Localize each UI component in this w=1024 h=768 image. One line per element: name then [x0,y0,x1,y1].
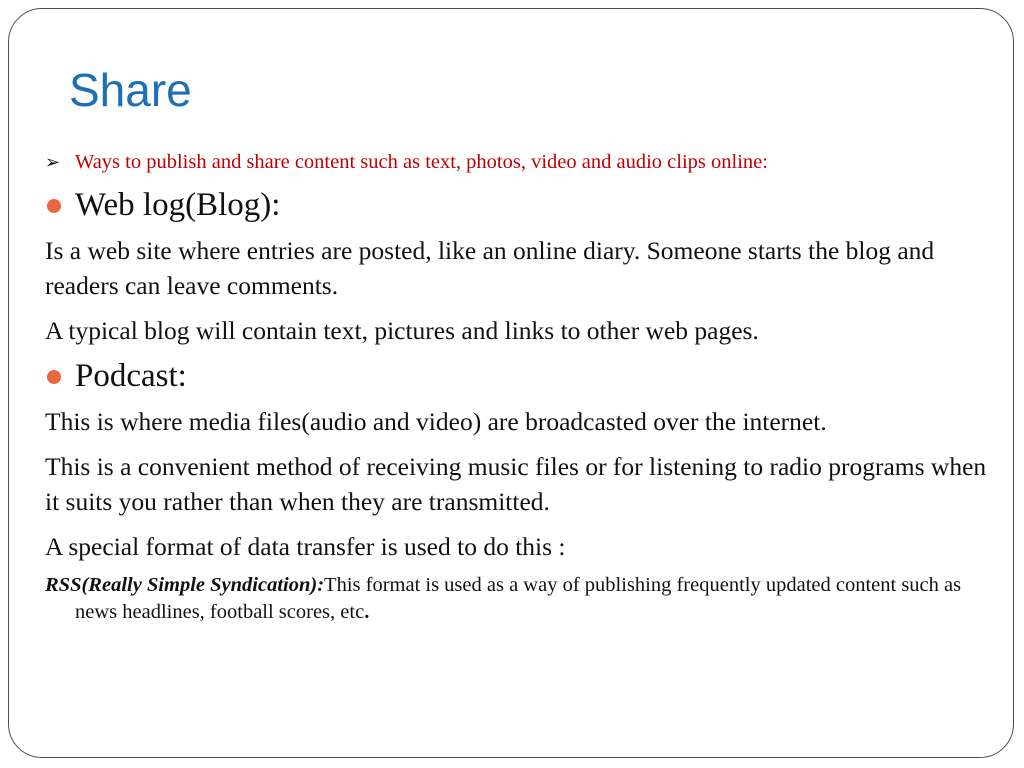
rss-term: RSS(Really Simple Syndication): [45,574,325,596]
rss-paragraph [45,572,1005,626]
intro-text: Ways to publish and share content such as text, photos, video and audio clips online: [75,151,768,173]
slide-frame [8,8,1014,758]
arrow-bullet-icon: ➢ [45,152,61,172]
blog-paragraph-2: A typical blog will contain text, pictures and links to other web pages. [45,316,759,345]
slide-title: Share [69,64,192,116]
podcast-paragraph-2: This is a convenient method of receiving music files or for listening to radio programs when it suits you rather than when they are transmitted. [45,452,987,516]
slide-content [45,147,1005,626]
podcast-paragraph-3: A special format of data transfer is used to do this : [45,532,566,561]
blog-heading-text: Web log(Blog): [75,187,281,223]
blog-heading [45,185,1005,225]
rss-description: This format is used as a way of publishing frequently updated content such as news headlines, football scores, etc [75,574,962,623]
podcast-paragraph-1: This is where media files(audio and video) are broadcasted over the internet. [45,407,827,436]
rss-period: . [364,601,370,623]
dot-bullet-icon [47,199,61,213]
podcast-heading-text: Podcast: [75,358,187,394]
blog-paragraph-1: Is a web site where entries are posted, like an online diary. Someone starts the blog and readers can leave comments. [45,236,935,300]
intro-bullet [45,147,1005,177]
podcast-heading [45,356,1005,396]
dot-bullet-icon [47,370,61,384]
